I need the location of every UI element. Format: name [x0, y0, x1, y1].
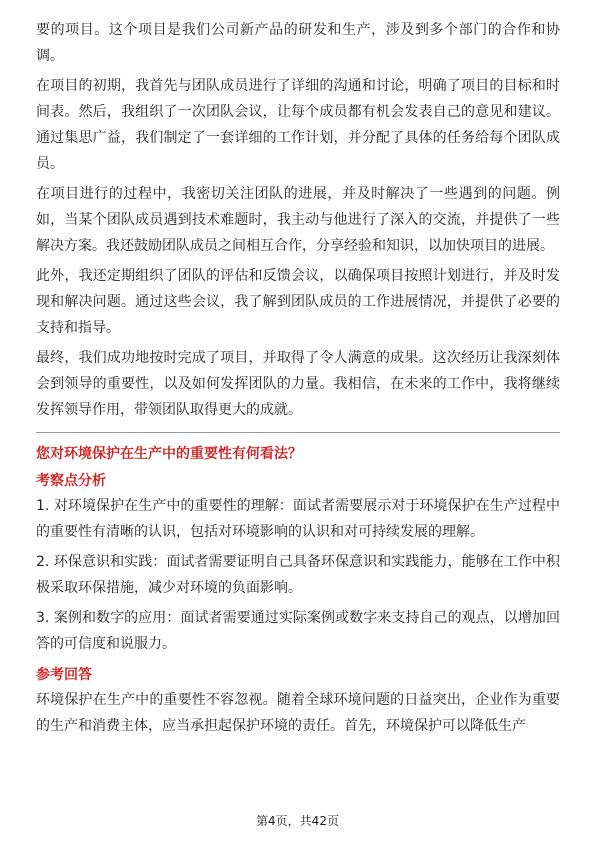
reference-answer: 环境保护在生产中的重要性不容忽视。随着全球环境问题的日益突出，企业作为重要的生产和消费主体，应当承担起保护环境的责任。首先，环境保护可以降低生产: [36, 692, 560, 734]
analysis-point: 2. 环保意识和实践：面试者需要证明自己具备环保意识和实践能力，能够在工作中积极采取环保措施，减少对环境的负面影响。: [36, 554, 560, 596]
intro-paragraph: 此外，我还定期组织了团队的评估和反馈会议，以确保项目按照计划进行，并及时发现和解决问题。通过这些会议，我了解到团队成员的工作进展情况，并提供了必要的支持和指导。: [36, 268, 560, 336]
page-number-footer: 第4页，共42页: [256, 814, 339, 828]
reference-heading: 参考回答: [36, 667, 92, 683]
intro-paragraph: 最终，我们成功地按时完成了项目，并取得了令人满意的成果。这次经历让我深刻体会到领导的重要性，以及如何发挥团队的力量。我相信，在未来的工作中，我将继续发挥领导作用，带领团队取得更大的成就。: [36, 350, 560, 418]
intro-paragraph: 在项目的初期，我首先与团队成员进行了详细的沟通和讨论，明确了项目的目标和时间表。然后，我组织了一次团队会议，让每个成员都有机会发表自己的意见和建议。通过集思广益，我们制定了一套详细的工作计划，并分配了具体的任务给每个团队成员。: [36, 78, 560, 172]
intro-paragraph: 在项目进行的过程中，我密切关注团队的进展，并及时解决了一些遇到的问题。例如，当某个团队成员遇到技术难题时，我主动与他进行了深入的交流，并提供了一些解决方案。我还鼓励团队成员之间相互合作，分享经验和知识，以加快项目的进展。: [36, 186, 560, 254]
intro-paragraph: 要的项目。这个项目是我们公司新产品的研发和生产，涉及到多个部门的合作和协调。: [36, 22, 560, 64]
page-content: [36, 17, 560, 743]
section-divider: [36, 432, 560, 433]
analysis-point: 3. 案例和数字的应用：面试者需要通过实际案例或数字来支持自己的观点，以增加回答的可信度和说服力。: [36, 610, 560, 652]
analysis-point: 1. 对环境保护在生产中的重要性的理解：面试者需要展示对于环境保护在生产过程中的重要性有清晰的认识，包括对环境影响的认识和对可持续发展的理解。: [36, 498, 560, 540]
question-title: 您对环境保护在生产中的重要性有何看法？: [36, 446, 302, 462]
analysis-heading: 考察点分析: [36, 473, 106, 489]
